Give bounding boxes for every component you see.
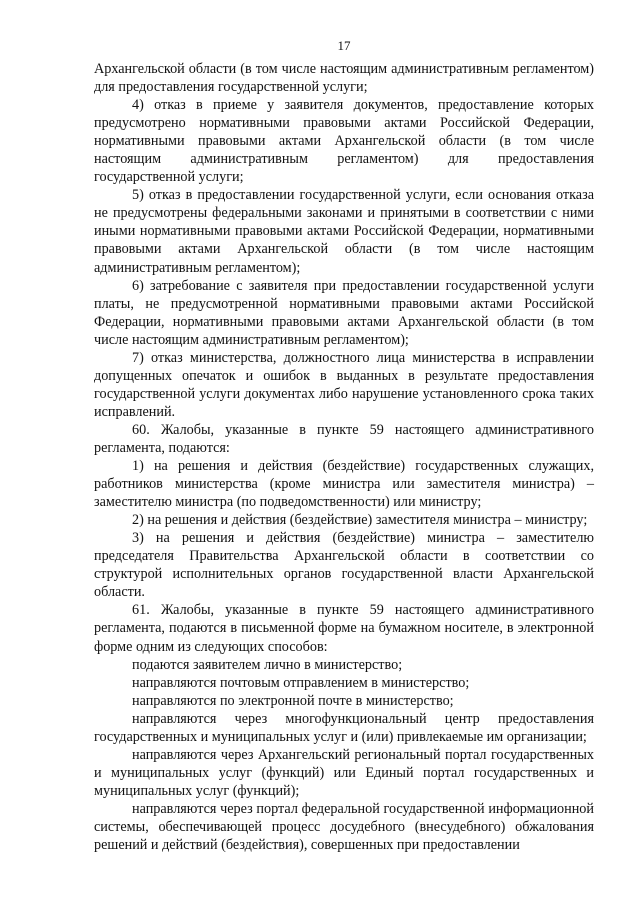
paragraph: Архангельской области (в том числе настоящим административным регламентом) для предоставления государственной услуги;	[94, 61, 594, 96]
paragraph: направляются через Архангельский региональный портал государственных и муниципальных услуг (функций) или Единый портал государственных и муниципальных услуг (функций);	[94, 746, 594, 799]
paragraph: 2) на решения и действия (бездействие) заместителя министра – министру;	[132, 512, 588, 529]
paragraph: направляются по электронной почте в министерство;	[132, 692, 454, 709]
paragraph: 1) на решения и действия (бездействие) государственных служащих, работников министерства (кроме министра или заместителя министра) – заместителю министра (по подведомственности) или министру;	[94, 458, 594, 511]
paragraph: подаются заявителем лично в министерство;	[132, 656, 403, 673]
paragraph: 5) отказ в предоставлении государственной услуги, если основания отказа не предусмотрены федеральными законами и принятыми в соответствии с ними иными нормативными правовыми актами Российской Федерации, нормативными правовыми актами Архангельской области (в том числе настоящим административным регламентом);	[94, 187, 594, 276]
paragraph: 7) отказ министерства, должностного лица министерства в исправлении допущенных опечаток и ошибок в выданных в результате предоставления государственной услуги документах либо нарушение установленного срока таких исправлений.	[94, 349, 594, 420]
document-body	[94, 60, 594, 854]
paragraph: направляются через портал федеральной государственной информационной системы, обеспечивающей процесс досудебного (внесудебного) обжалования решений и действий (бездействия), совершенных при предоставлении	[94, 800, 594, 854]
paragraph: направляются через многофункциональный центр предоставления государственных и муниципальных услуг и (или) привлекаемые им организации;	[94, 710, 594, 745]
paragraph: 6) затребование с заявителя при предоставлении государственной услуги платы, не предусмотренной нормативными правовыми актами Российской Федерации, нормативными правовыми актами Архангельской области (в том числе настоящим административным регламентом);	[94, 277, 594, 348]
paragraph: 3) на решения и действия (бездействие) министра – заместителю председателя Правительства Архангельской области в соответствии со структурой исполнительных органов государственной власти Архангельской области.	[94, 530, 594, 601]
paragraph: направляются почтовым отправлением в министерство;	[132, 674, 470, 691]
page-number: 17	[337, 38, 351, 53]
paragraph: 60. Жалобы, указанные в пункте 59 настоящего административного регламента, подаются:	[94, 421, 594, 456]
paragraph: 61. Жалобы, указанные в пункте 59 настоящего административного регламента, подаются в письменной форме на бумажном носителе, в электронной форме одним из следующих способов:	[94, 602, 594, 655]
paragraph: 4) отказ в приеме у заявителя документов, предоставление которых предусмотрено нормативными правовыми актами Российской Федерации, нормативными правовыми актами Архангельской области (в том числе настоящим административным регламентом) для предоставления государственной услуги;	[94, 97, 594, 186]
